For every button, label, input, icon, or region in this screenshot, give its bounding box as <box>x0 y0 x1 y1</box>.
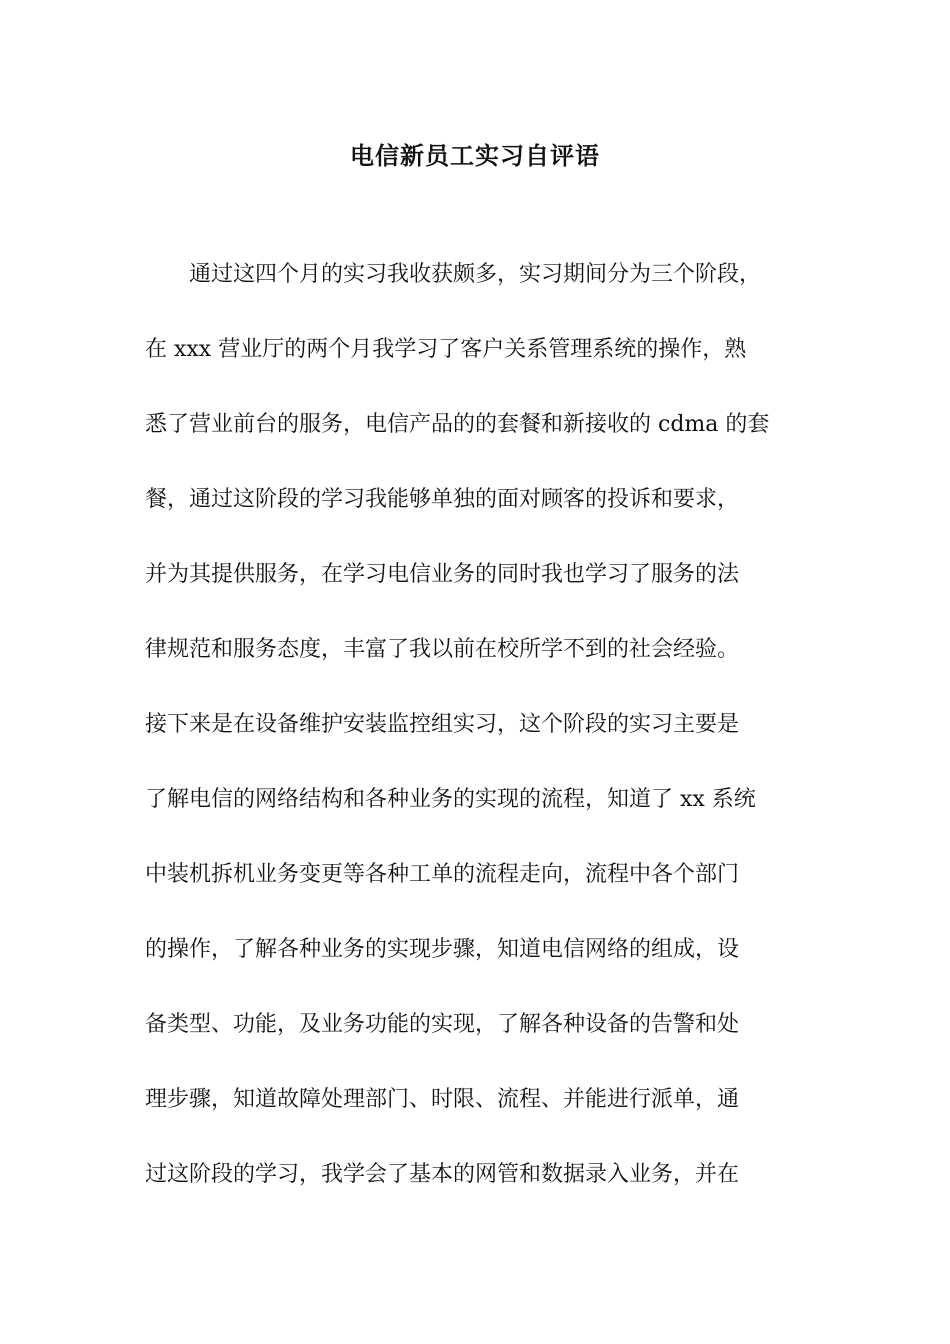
body-line: 了解电信的网络结构和各种业务的实现的流程，知道了 xx 系统 <box>145 787 756 812</box>
body-line: 过这阶段的学习，我学会了基本的网管和数据录入业务，并在 <box>145 1162 740 1187</box>
body-line: 悉了营业前台的服务，电信产品的的套餐和新接收的 cdma 的套 <box>145 412 770 437</box>
body-line: 并为其提供服务，在学习电信业务的同时我也学习了服务的法 <box>145 562 740 587</box>
document-body <box>145 255 810 1230</box>
body-line: 的操作，了解各种业务的实现步骤，知道电信网络的组成，设 <box>145 937 740 962</box>
body-line: 通过这四个月的实习我收获颇多，实习期间分为三个阶段， <box>145 262 762 287</box>
document-title: 电信新员工实习自评语 <box>350 141 600 170</box>
body-line: 在 xxx 营业厅的两个月我学习了客户关系管理系统的操作，熟 <box>145 337 747 362</box>
body-line: 理步骤，知道故障处理部门、时限、流程、并能进行派单，通 <box>145 1087 740 1112</box>
body-line: 接下来是在设备维护安装监控组实习，这个阶段的实习主要是 <box>145 712 740 737</box>
body-line: 律规范和服务态度，丰富了我以前在校所学不到的社会经验。 <box>145 637 740 662</box>
body-line: 餐，通过这阶段的学习我能够单独的面对顾客的投诉和要求， <box>145 487 740 512</box>
body-line: 备类型、功能，及业务功能的实现，了解各种设备的告警和处 <box>145 1012 740 1037</box>
body-line: 中装机拆机业务变更等各种工单的流程走向，流程中各个部门 <box>145 862 740 887</box>
